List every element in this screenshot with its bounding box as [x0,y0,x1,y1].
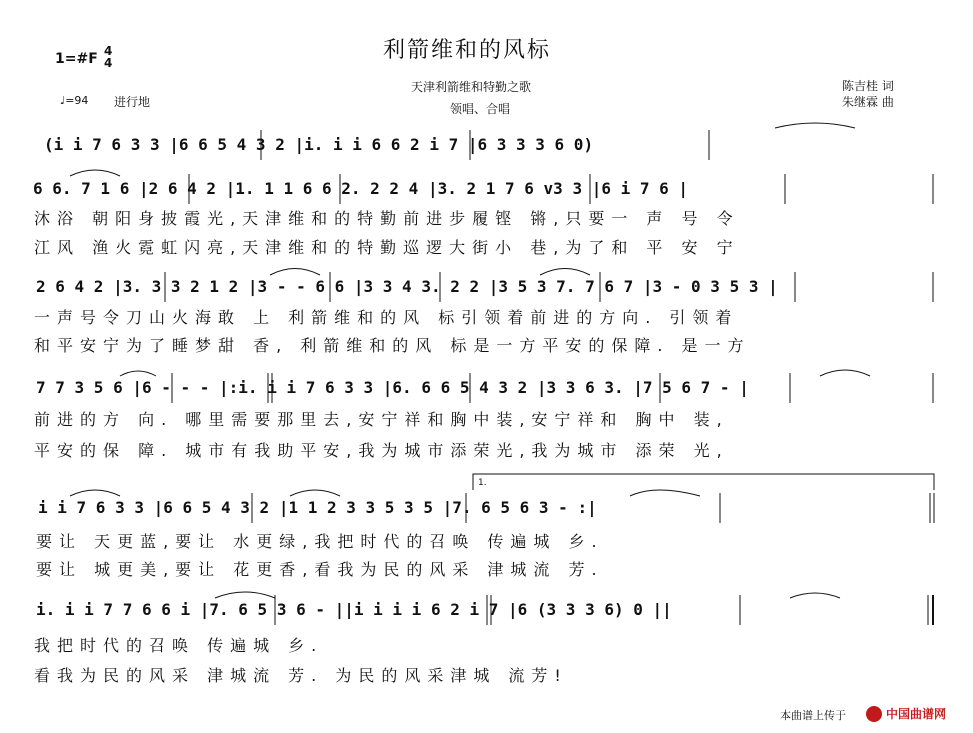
notation-line-3: 2 6 4 2 |3. 3 3 2 1 2 |3 - - 6 6 |3 3 4 3. 2 2 |3 5 3 7. 7 6 7 |3 - 0 3 5 3 | [36,277,778,296]
slur [120,371,156,376]
lyrics-line-5-verse-1: 要让 天更蓝,要让 水更绿,我把时代的召唤 传遍城 乡. [36,532,604,551]
triplet-slur [775,123,855,128]
lyrics-line-3-verse-1: 一声号令刀山火海敢 上 利箭维和的风 标引领着前进的方向. 引领着 [34,308,739,327]
slur [290,490,340,496]
notation-line-2: 6 6. 7 1 6 |2 6 4 2 |1. 1 1 6 6 2. 2 2 4 |3. 2 1 7 6 v3 3 |6 i 7 6 | [33,179,689,198]
notation-line-4: 7 7 3 5 6 |6 - - - |:i. i i 7 6 3 3 |6. 6 6 5 4 3 2 |3 3 6 3. |7 5 6 7 - | [36,378,749,397]
tempo-marking: ♩=94 [60,94,89,107]
subtitle: 天津利箭维和特勤之歌 [411,80,532,94]
key-signature: 1=#F [55,51,98,67]
lyrics-line-3-verse-2: 和平安宁为了睡梦甜 香, 利箭维和的风 标是一方平安的保障. 是一方 [34,336,751,355]
lyrics-line-4-verse-2: 平安的保 障. 城市有我助平安,我为城市添荣光,我为城市 添荣 光, [34,441,729,460]
lyrics-line-2-verse-2: 江风 渔火霓虹闪亮,天津维和的特勤巡逻大街小 巷,为了和 平 安 宁 [34,238,740,257]
volta-bracket [473,474,934,490]
lyricist-credit: 陈吉桂 词 [842,79,894,93]
notation-line-1: (i i 7 6 3 3 |6 6 5 4 3 2 |i. i i 6 6 2 i 7 |6 3 3 3 6 0) [44,135,594,154]
performance-note: 领唱、合唱 [450,102,511,116]
volta-first-ending: 1. [478,478,487,488]
triplet-slur [790,593,840,598]
time-signature [104,45,112,69]
notation-line-6: i. i i 7 7 6 6 i |7. 6 5 3 6 - ||i i i i 6 2 i 7 |6 (3 3 3 6) 0 || [36,600,672,619]
slur [70,490,120,496]
notation-line-5: i i 7 6 3 3 |6 6 5 4 3 2 |1 1 2 3 3 5 3 5 |7. 6 5 6 3 - :| [38,498,597,517]
lyrics-line-2-verse-1: 沐浴 朝阳身披霞光,天津维和的特勤前进步履铿 锵,只要一 声 号 令 [34,209,740,228]
site-brand: 中国曲谱网 [886,707,947,721]
lyrics-line-5-verse-2: 要让 城更美,要让 花更香,看我为民的风采 津城流 芳. [36,560,604,579]
lyrics-line-4-verse-1: 前进的方 向. 哪里需要那里去,安宁祥和胸中装,安宁祥和 胸中 装, [34,410,729,429]
upload-note: 本曲谱上传于 [780,709,846,722]
slur [70,170,120,176]
time-signature-top: 4 [104,44,113,58]
lyrics-line-6-verse-1: 我把时代的召唤 传遍城 乡. [34,636,324,655]
composer-credit: 朱继霖 曲 [842,95,894,109]
slur [215,592,275,598]
slur [540,269,590,276]
site-logo-icon [866,706,882,722]
slur [820,370,870,376]
style-marking: 进行地 [114,95,151,109]
slur [270,269,320,276]
time-signature-bottom: 4 [104,56,113,70]
lyrics-line-6-verse-2: 看我为民的风采 津城流 芳. 为民的风采津城 流芳! [34,666,568,685]
song-title: 利箭维和的风标 [383,38,552,63]
slur [630,490,700,496]
